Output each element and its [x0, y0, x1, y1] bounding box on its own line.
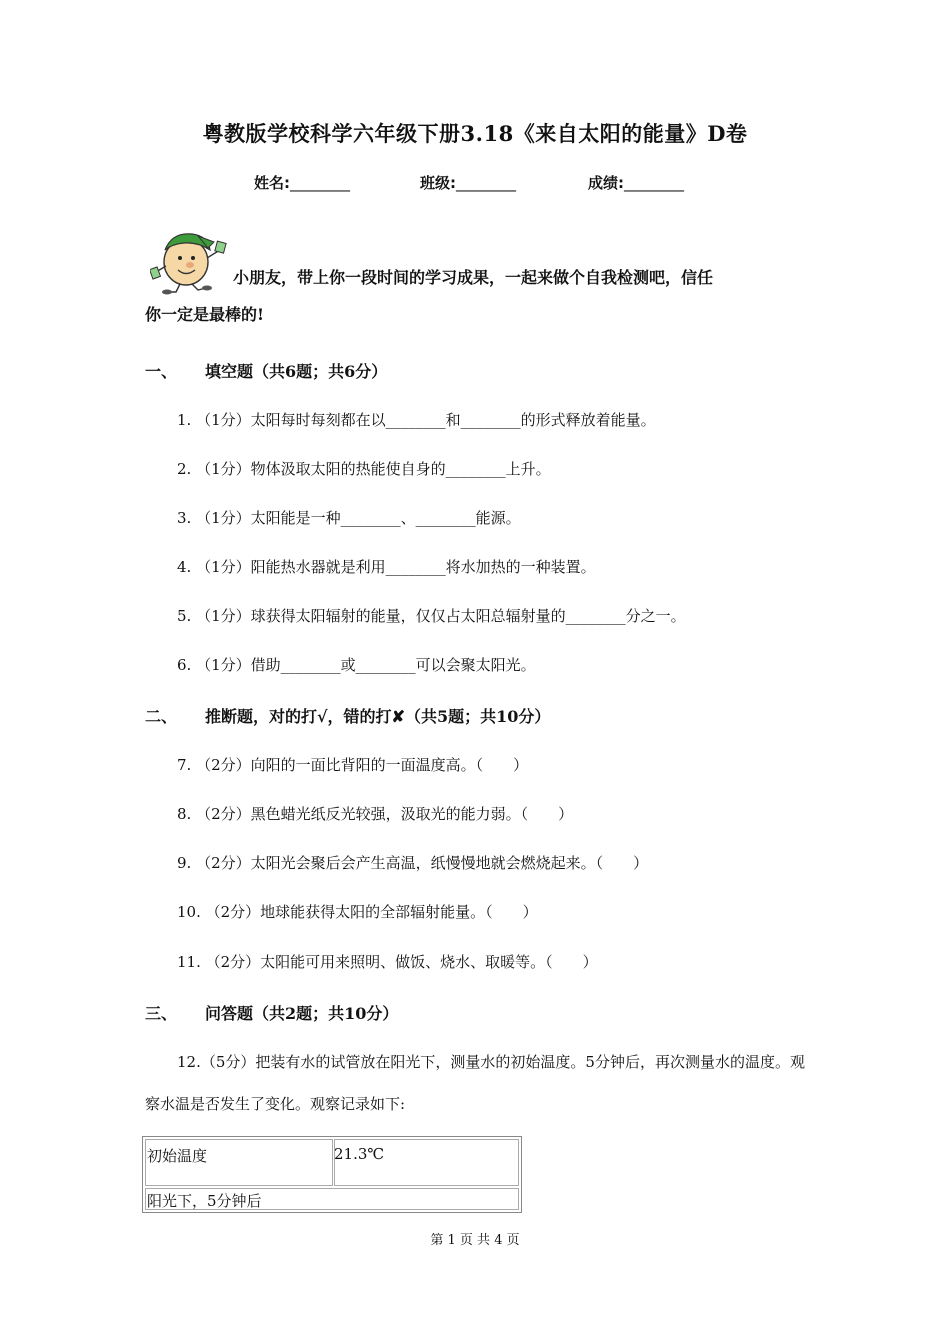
score-field: [588, 172, 684, 193]
question-11: 11. （2分）太阳能可用来照明、做饭、烧水、取暖等。（ ）: [177, 953, 598, 971]
question-9: 9. （2分）太阳光会聚后会产生高温，纸慢慢地就会燃烧起来。（ ）: [177, 854, 649, 872]
intro-line-1: 小朋友，带上你一段时间的学习成果，一起来做个自我检测吧，信任: [233, 268, 714, 287]
question-3: 3. （1分）太阳能是一种________、________能源。: [177, 509, 521, 527]
table-after-label: 阳光下，5分钟后: [147, 1192, 262, 1210]
score-label: 成绩:: [588, 174, 624, 192]
question-12: 12.（5分）把装有水的试管放在阳光下，测量水的初始温度。5分钟后，再次测量水的温度。观察水温是否发生了变化。观察记录如下:: [145, 1053, 805, 1113]
section-1-title: 填空题（共6题；共6分）: [205, 362, 388, 381]
score-blank: ________: [624, 174, 684, 192]
table-initial-label: 初始温度: [147, 1147, 208, 1165]
table-initial-value: 21.3℃: [334, 1145, 385, 1163]
intro-line-2: 你一定是最棒的!: [145, 305, 265, 324]
question-7: 7. （2分）向阳的一面比背阳的一面温度高。（ ）: [177, 756, 529, 774]
name-blank: ________: [290, 174, 350, 192]
section-3-number: 三、: [145, 1004, 178, 1023]
question-6: 6. （1分）借助________或________可以会聚太阳光。: [177, 656, 536, 674]
name-field: [254, 172, 350, 193]
question-2: 2. （1分）物体汲取太阳的热能使自身的________上升。: [177, 460, 551, 478]
question-1: 1. （1分）太阳每时每刻都在以________和________的形式释放着能量。: [177, 411, 656, 429]
question-4: 4. （1分）阳能热水器就是利用________将水加热的一种装置。: [177, 558, 596, 576]
section-1-heading: [145, 359, 387, 382]
class-label: 班级:: [420, 174, 456, 192]
section-2-number: 二、: [145, 707, 178, 726]
section-2-heading: [145, 704, 550, 727]
section-3-title: 问答题（共2题；共10分）: [205, 1004, 399, 1023]
observation-table: [142, 1136, 522, 1213]
mascot-illustration: [150, 228, 230, 296]
class-blank: ________: [456, 174, 516, 192]
page-title: 粤教版学校科学六年级下册3.18《来自太阳的能量》D卷: [202, 121, 748, 146]
question-10: 10. （2分）地球能获得太阳的全部辐射能量。（ ）: [177, 903, 538, 921]
section-2-title: 推断题，对的打√，错的打✘（共5题；共10分）: [205, 707, 551, 726]
name-label: 姓名:: [254, 174, 290, 192]
page-footer: 第 1 页 共 4 页: [430, 1233, 520, 1248]
class-field: [420, 172, 516, 193]
section-1-number: 一、: [145, 362, 178, 381]
question-8: 8. （2分）黑色蜡光纸反光较强，汲取光的能力弱。（ ）: [177, 805, 574, 823]
question-5: 5. （1分）球获得太阳辐射的能量，仅仅占太阳总辐射量的________分之一。: [177, 607, 686, 625]
section-3-heading: [145, 1001, 398, 1024]
